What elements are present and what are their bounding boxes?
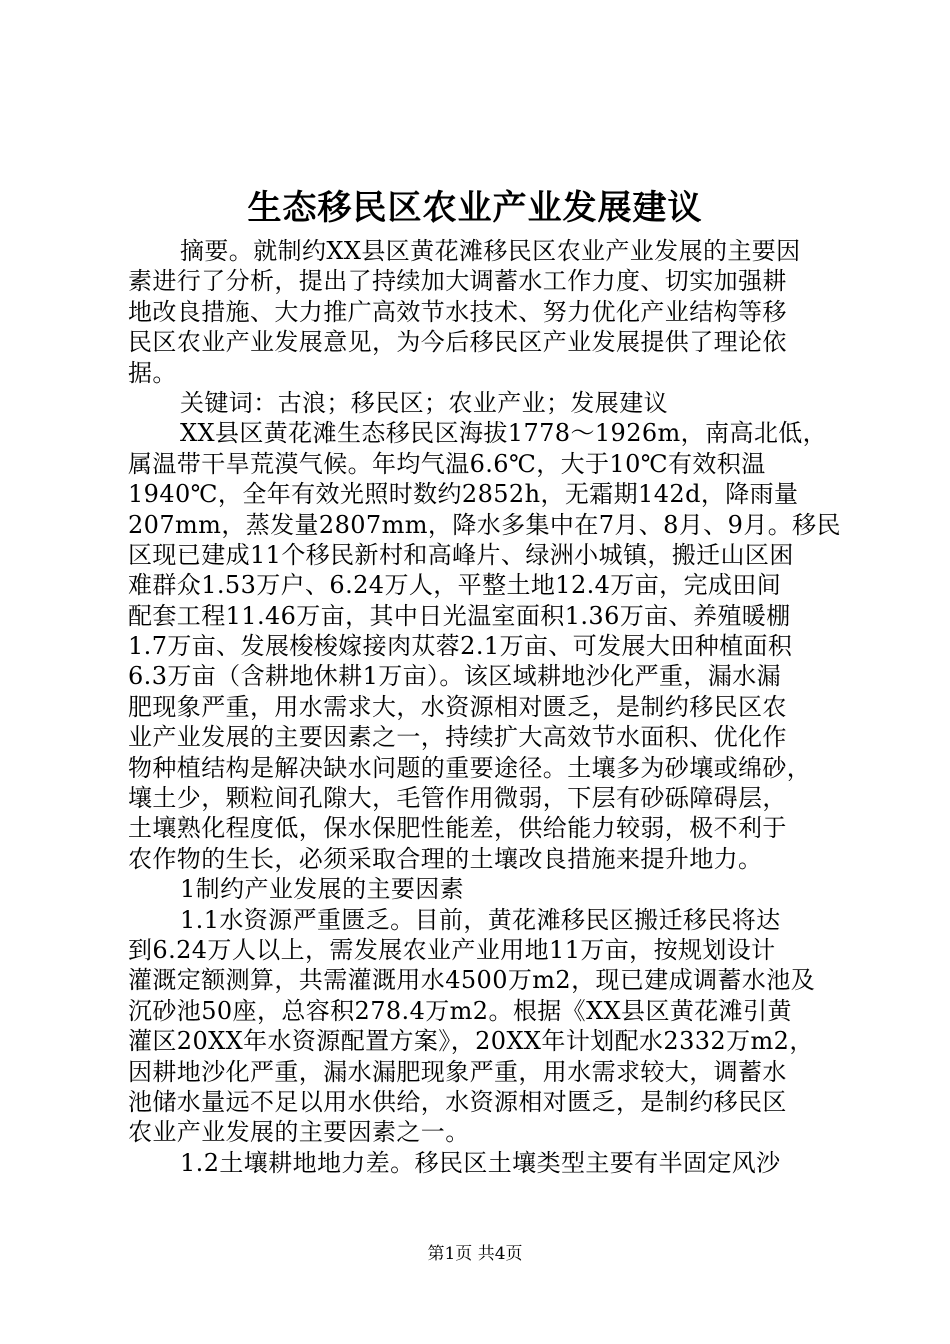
text-line: 业产业发展的主要因素之一，持续扩大高效节水面积、优化作	[128, 723, 787, 752]
text-line: XX县区黄花滩生态移民区海拔1778～1926m，南高北低，	[180, 419, 828, 448]
text-line: 1.7万亩、发展梭梭嫁接肉苁蓉2.1万亩、可发展大田种植面积	[128, 632, 793, 661]
text-line: 属温带干旱荒漠气候。年均气温6.6℃，大于10℃有效积温	[128, 449, 766, 478]
page-footer: 第1页 共4页	[427, 1244, 523, 1264]
text-line: 1制约产业发展的主要因素	[180, 875, 465, 904]
text-line: 1.2土壤耕地地力差。移民区土壤类型主要有半固定风沙	[180, 1148, 781, 1177]
text-line: 农作物的生长，必须采取合理的土壤改良措施来提升地力。	[128, 844, 763, 873]
text-line: 农业产业发展的主要因素之一。	[128, 1118, 470, 1147]
text-line: 据。	[128, 358, 177, 387]
text-line: 区现已建成11个移民新村和高峰片、绿洲小城镇，搬迁山区困	[128, 540, 794, 569]
text-line: 素进行了分析，提出了持续加大调蓄水工作力度、切实加强耕	[128, 267, 787, 296]
text-line: 土壤熟化程度低，保水保肥性能差，供给能力较弱，极不利于	[128, 814, 787, 843]
document-title: 生态移民区农业产业发展建议	[247, 188, 703, 228]
text-line: 沉砂池50座，总容积278.4万m2。根据《XX县区黄花滩引黄	[128, 996, 792, 1025]
text-line: 207mm，蒸发量2807mm，降水多集中在7月、8月、9月。移民	[128, 510, 841, 539]
text-line: 池储水量远不足以用水供给，水资源相对匮乏，是制约移民区	[128, 1087, 787, 1116]
text-line: 难群众1.53万户、6.24万人，平整土地12.4万亩，完成田间	[128, 571, 782, 600]
text-line: 1.1水资源严重匮乏。目前，黄花滩移民区搬迁移民将达	[180, 905, 781, 934]
text-line: 肥现象严重，用水需求大，水资源相对匮乏，是制约移民区农	[128, 692, 787, 721]
text-line: 灌区20XX年水资源配置方案》，20XX年计划配水2332万m2，	[128, 1027, 814, 1056]
text-line: 关键词：古浪；移民区；农业产业；发展建议	[180, 388, 668, 417]
document-body	[128, 236, 840, 1178]
text-line: 物种植结构是解决缺水问题的重要途径。土壤多为砂壤或绵砂，	[128, 753, 812, 782]
text-line: 到6.24万人以上，需发展农业产业用地11万亩，按规划设计	[128, 935, 776, 964]
text-line: 灌溉定额测算，共需灌溉用水4500万m2，现已建成调蓄水池及	[128, 966, 816, 995]
text-line: 因耕地沙化严重，漏水漏肥现象严重，用水需求较大，调蓄水	[128, 1057, 787, 1086]
text-line: 1940℃，全年有效光照时数约2852h，无霜期142d，降雨量	[128, 480, 799, 509]
text-line: 地改良措施、大力推广高效节水技术、努力优化产业结构等移	[128, 297, 787, 326]
text-line: 6.3万亩（含耕地休耕1万亩）。该区域耕地沙化严重，漏水漏	[128, 662, 782, 691]
text-line: 壤土少，颗粒间孔隙大，毛管作用微弱，下层有砂砾障碍层，	[128, 784, 787, 813]
text-line: 摘要。就制约XX县区黄花滩移民区农业产业发展的主要因	[180, 237, 801, 265]
text-line: 民区农业产业发展意见，为今后移民区产业发展提供了理论依	[128, 328, 787, 357]
text-line: 配套工程11.46万亩，其中日光温室面积1.36万亩、养殖暖棚	[128, 601, 791, 630]
